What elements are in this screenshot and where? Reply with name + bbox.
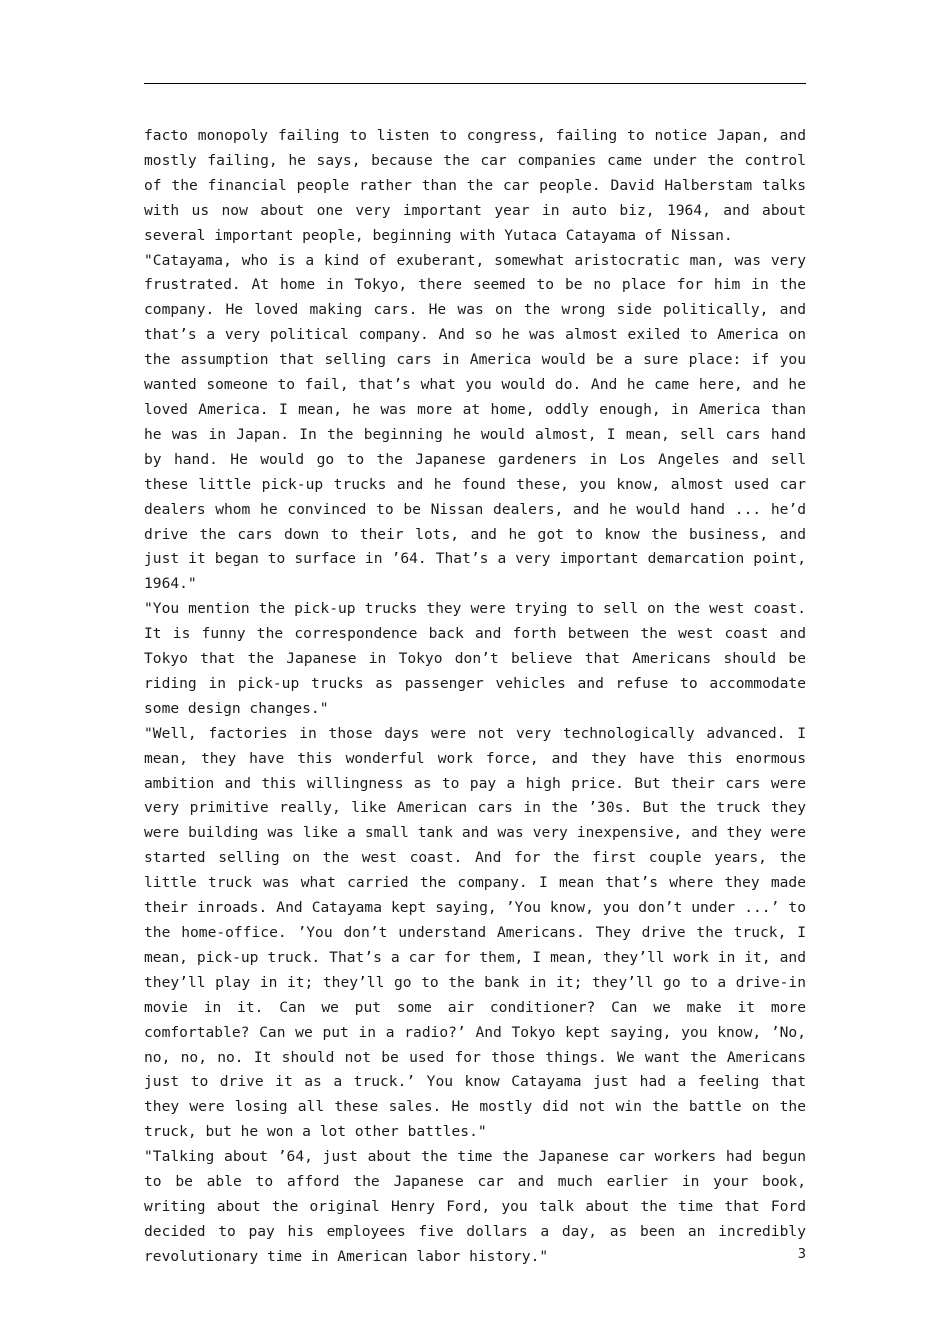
paragraph-intro: facto monopoly failing to listen to congress, failing to notice Japan, and mostly failing, he says, because the car companies came under the control of the financial people rather than the car people. David Halberstam talks with us now about one very important year in auto biz, 1964, and about several important people, beginning with Yutaca Catayama of Nissan. — [144, 127, 806, 244]
paragraph-factories-answer: "Well, factories in those days were not very technologically advanced. I mean, they have this wonderful work force, and they have this enormous ambition and this willingness as to pay a high price. But their cars were very primitive really, like American cars in the ’30s. But the truck they were building was like a small tank and was very inexpensive, and they were started selling on the west coast. And for the first couple years, the little truck was what carried the company. I mean that’s where they made their inroads. And Catayama kept saying, ’You know, you don’t under ...’ to the home-office. ’You don’t understand Americans. They drive the truck, I mean, pick-up truck. That’s a car for them, I mean, they’ll work in it, and they’ll play in it; they’ll go to the bank in it; they’ll go to a drive-in movie in it. Can we put some air conditioner? Can we make it more comfortable? Can we put in a radio?’ And Tokyo kept saying, you know, ’No, no, no, no. It should not be used for those things. We want the Americans just to drive it as a truck.’ You know Catayama just had a feeling that they were losing all these sales. He mostly did not win the battle on the truck, but he won a lot other battles." — [144, 724, 806, 1141]
paragraph-catayama-quote: "Catayama, who is a kind of exuberant, somewhat aristocratic man, was very frustrated. At home in Tokyo, there seemed to be no place for him in the company. He loved making cars. He was on the wrong side politically, and that’s a very political company. And so he was almost exiled to America on the assumption that selling cars in America would be a sure place: if you wanted someone to fail, that’s what you would do. And he came here, and he loved America. I mean, he was more at home, oddly enough, in America than he was in Japan. In the beginning he would almost, I mean, sell cars hand by hand. He would go to the Japanese gardeners in Los Angeles and sell these little pick-up trucks and he found these, you know, almost used car dealers whom he convinced to be Nissan dealers, and he would hand ... he’d drive the cars down to their lots, and he got to know the business, and just it began to surface in ’64. That’s a very important demarcation point, 1964." — [144, 251, 806, 593]
header-rule — [144, 83, 806, 84]
paragraph-pickup-question: "You mention the pick-up trucks they were trying to sell on the west coast. It is funny the correspondence back and forth between the west coast and Tokyo that the Japanese in Tokyo don’t believe that Americans should be riding in pick-up trucks as passenger vehicles and refuse to accommodate some design changes." — [144, 600, 806, 717]
page-number: 3 — [797, 1247, 806, 1262]
body-text — [144, 124, 806, 1270]
paragraph-henry-ford-question: "Talking about ’64, just about the time the Japanese car workers had begun to be able to afford the Japanese car and much earlier in your book, writing about the original Henry Ford, you talk about the time that Ford decided to pay his employees five dollars a day, as been an incredibly revolutionary time in American labor history." — [144, 1148, 806, 1265]
